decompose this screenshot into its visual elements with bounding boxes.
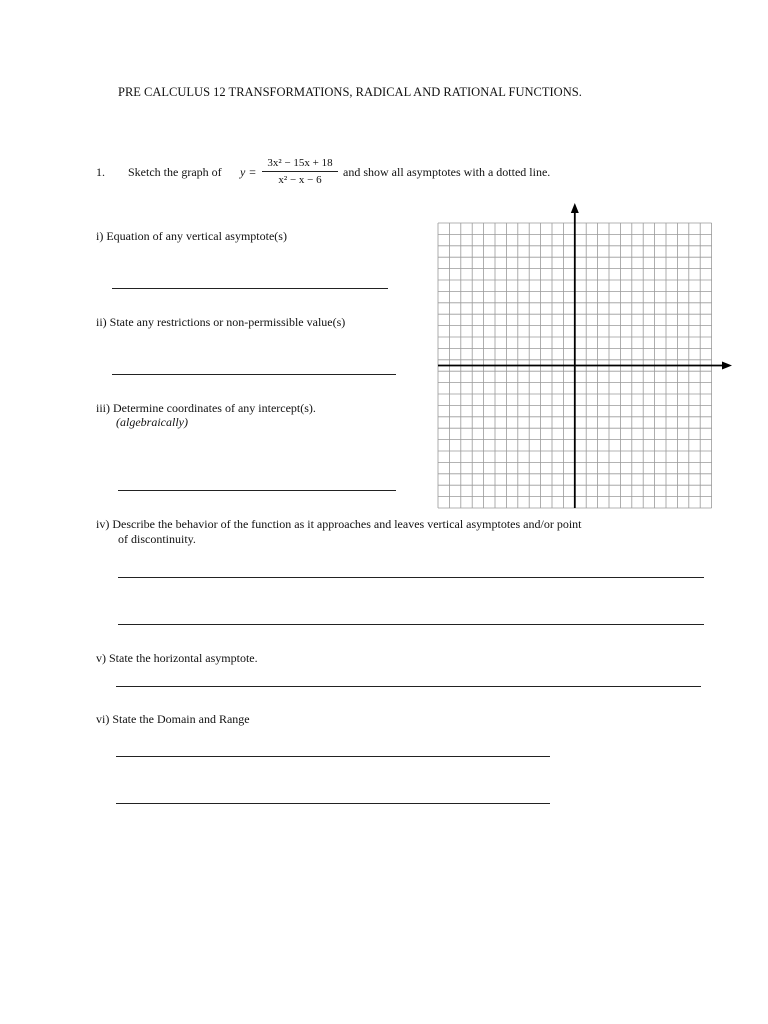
rational-function-fraction	[262, 157, 338, 186]
fraction-numerator: 3x² − 15x + 18	[267, 157, 333, 169]
answer-line-v[interactable]	[116, 686, 701, 687]
question-suffix: and show all asymptotes with a dotted line.	[343, 165, 551, 179]
part-vi-label: vi) State the Domain and Range	[96, 712, 250, 726]
question-prefix: Sketch the graph of	[128, 165, 222, 179]
answer-line-vi-2[interactable]	[116, 803, 550, 804]
answer-line-iii[interactable]	[118, 490, 396, 491]
answer-line-iv-1[interactable]	[118, 577, 704, 578]
coordinate-grid[interactable]	[430, 200, 736, 512]
y-axis-arrow-icon	[571, 203, 579, 213]
answer-line-ii[interactable]	[112, 374, 396, 375]
part-iv-label-cont: of discontinuity.	[118, 532, 196, 546]
answer-line-iv-2[interactable]	[118, 624, 704, 625]
part-i-label: i) Equation of any vertical asymptote(s)	[96, 229, 287, 243]
answer-line-vi-1[interactable]	[116, 756, 550, 757]
page-title: PRE CALCULUS 12 TRANSFORMATIONS, RADICAL AND RATIONAL FUNCTIONS.	[118, 85, 582, 99]
part-ii-label: ii) State any restrictions or non-permissible value(s)	[96, 315, 346, 329]
part-v-label: v) State the horizontal asymptote.	[96, 651, 258, 665]
answer-line-i[interactable]	[112, 288, 388, 289]
question-number: 1.	[96, 165, 105, 179]
equation-y: y =	[240, 165, 257, 179]
x-axis-arrow-icon	[722, 362, 732, 370]
part-iii-note: (algebraically)	[116, 415, 188, 429]
part-iii-label: iii) Determine coordinates of any intercept(s).	[96, 401, 316, 415]
part-iv-label: iv) Describe the behavior of the function as it approaches and leaves vertical asymptotes and/or point	[96, 517, 582, 531]
fraction-denominator: x² − x − 6	[278, 174, 322, 186]
fraction-bar	[262, 171, 338, 172]
